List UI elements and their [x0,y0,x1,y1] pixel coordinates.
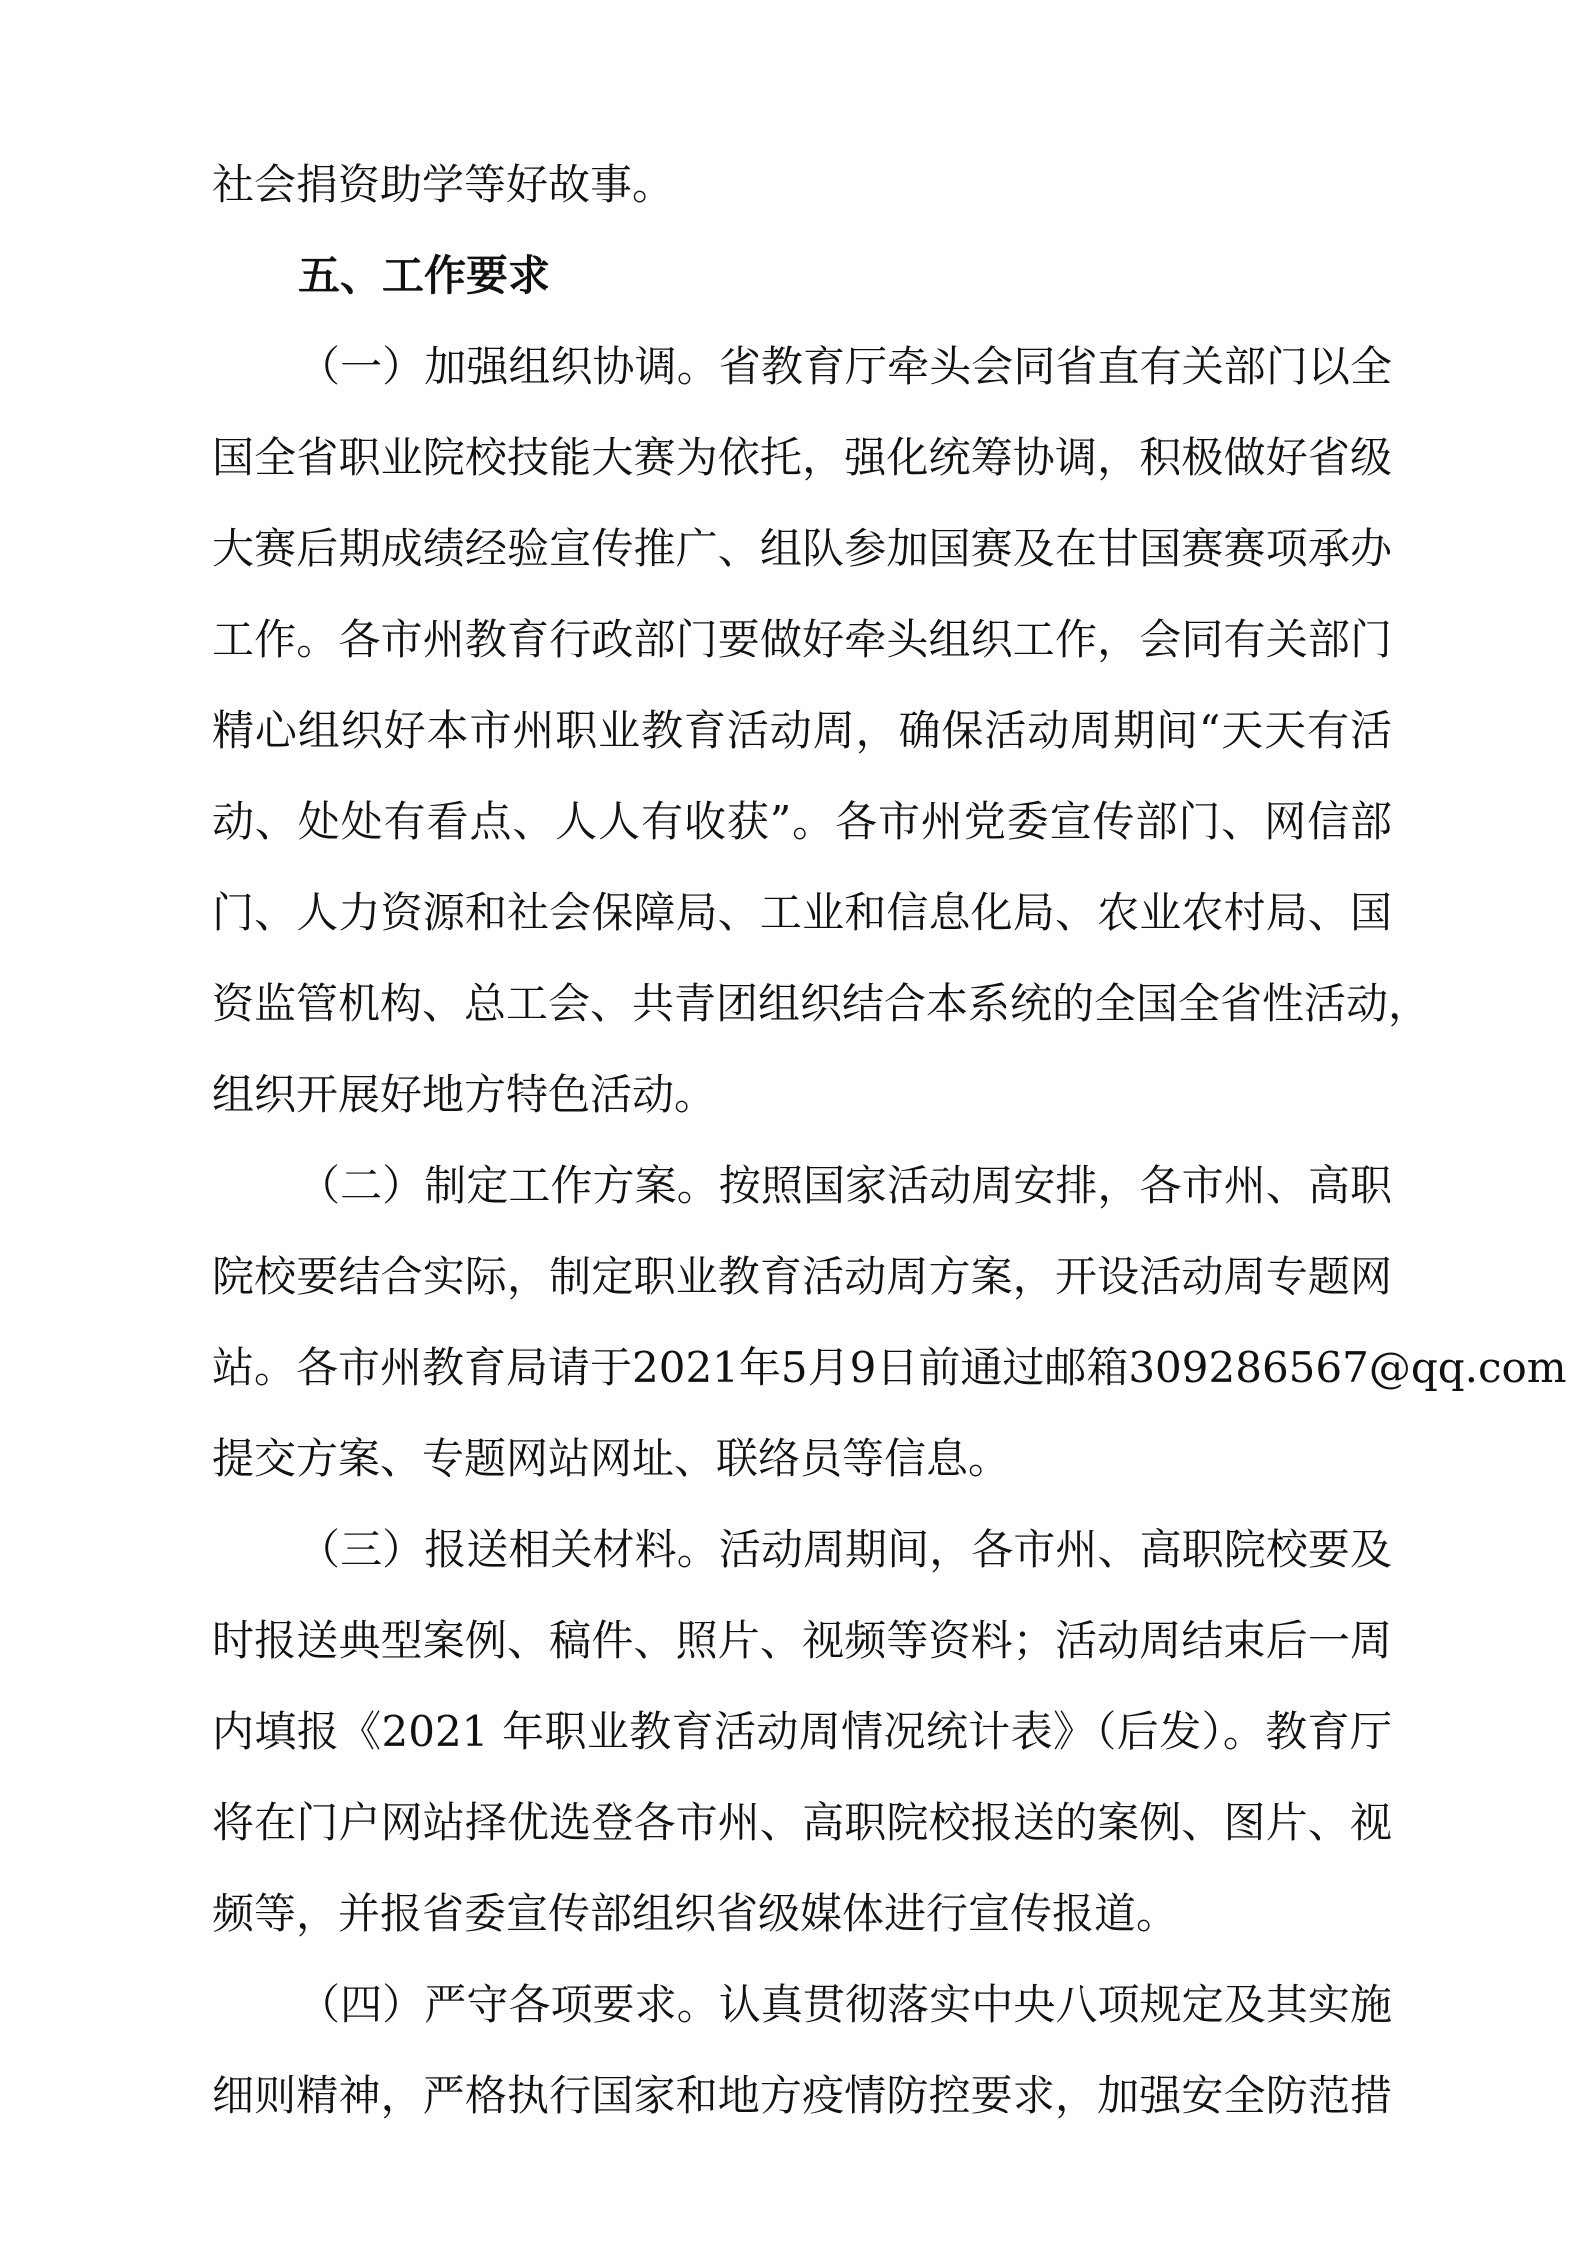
line-text: 门、人力资源和社会保障局、工业和信息化局、农业农村局、国 [212,888,1392,937]
paragraph-line [298,1959,1392,2051]
paragraph-line [212,2050,1392,2142]
line-text: 院校要结合实际，制定职业教育活动周方案，开设活动周专题网 [212,1252,1392,1301]
line-text: 认真贯彻落实中央八项规定及其实施 [718,1980,1392,2029]
paragraph-line [212,1231,1392,1323]
paragraph-line [212,139,1392,231]
paragraph-line [212,958,1431,1050]
line-text: 内填报《2021 年职业教育活动周情况统计表》（后发）。教育厅 [212,1707,1392,1756]
line-text: 活动周期间，各市州、高职院校要及 [718,1525,1392,1574]
paragraph-line [212,685,1392,777]
subsection-heading: （三）报送相关材料。 [298,1525,719,1574]
line-text: 国全省职业院校技能大赛为依托，强化统筹协调，积极做好省级 [212,433,1392,482]
line-text: 将在门户网站择优选登各市州、高职院校报送的案例、图片、视 [212,1798,1392,1847]
line-text: 站。各市州教育局请于2021年5月9日前通过邮箱309286567@qq.com [212,1343,1567,1392]
paragraph-line [212,776,1392,868]
paragraph-line [212,412,1392,504]
line-text: 频等，并报省委宣传部组织省级媒体进行宣传报道。 [212,1889,1179,1938]
line-text: 时报送典型案例、稿件、照片、视频等资料；活动周结束后一周 [212,1616,1392,1665]
paragraph-line [298,1140,1392,1232]
line-text: 精心组织好本市州职业教育活动周，确保活动周期间“天天有活 [212,706,1392,755]
paragraph-line [212,594,1392,686]
paragraph-line [212,1049,1392,1141]
paragraph-line [212,1322,1567,1414]
paragraph-line [212,1595,1392,1687]
heading-text: 五、工作要求 [298,251,551,300]
line-text: 组织开展好地方特色活动。 [212,1070,717,1119]
subsection-heading: （一）加强组织协调。 [298,342,719,391]
paragraph-line [212,1777,1392,1869]
line-text: 动、处处有看点、人人有收获”。各市州党委宣传部门、网信部 [212,797,1392,846]
line-text: 按照国家活动周安排，各市州、高职 [718,1161,1392,1210]
subsection-heading: （二）制定工作方案。 [298,1161,719,1210]
line-text: 资监管机构、总工会、共青团组织结合本系统的全国全省性活动， [212,979,1431,1028]
paragraph-line [298,321,1392,413]
line-text: 大赛后期成绩经验宣传推广、组队参加国赛及在甘国赛赛项承办 [212,524,1392,573]
paragraph-line [212,1686,1392,1778]
paragraph-line [212,867,1392,959]
line-text: 社会捐资助学等好故事。 [212,160,675,209]
line-text: 细则精神，严格执行国家和地方疫情防控要求，加强安全防范措 [212,2071,1392,2120]
paragraph-line [212,503,1392,595]
section-heading [298,230,550,322]
paragraph-line [212,1413,1392,1505]
subsection-heading: （四）严守各项要求。 [298,1980,719,2029]
line-text: 省教育厅牵头会同省直有关部门以全 [718,342,1392,391]
paragraph-line [298,1504,1392,1596]
paragraph-line [212,1868,1392,1960]
line-text: 提交方案、专题网站网址、联络员等信息。 [212,1434,1011,1483]
line-text: 工作。各市州教育行政部门要做好牵头组织工作，会同有关部门 [212,615,1392,664]
